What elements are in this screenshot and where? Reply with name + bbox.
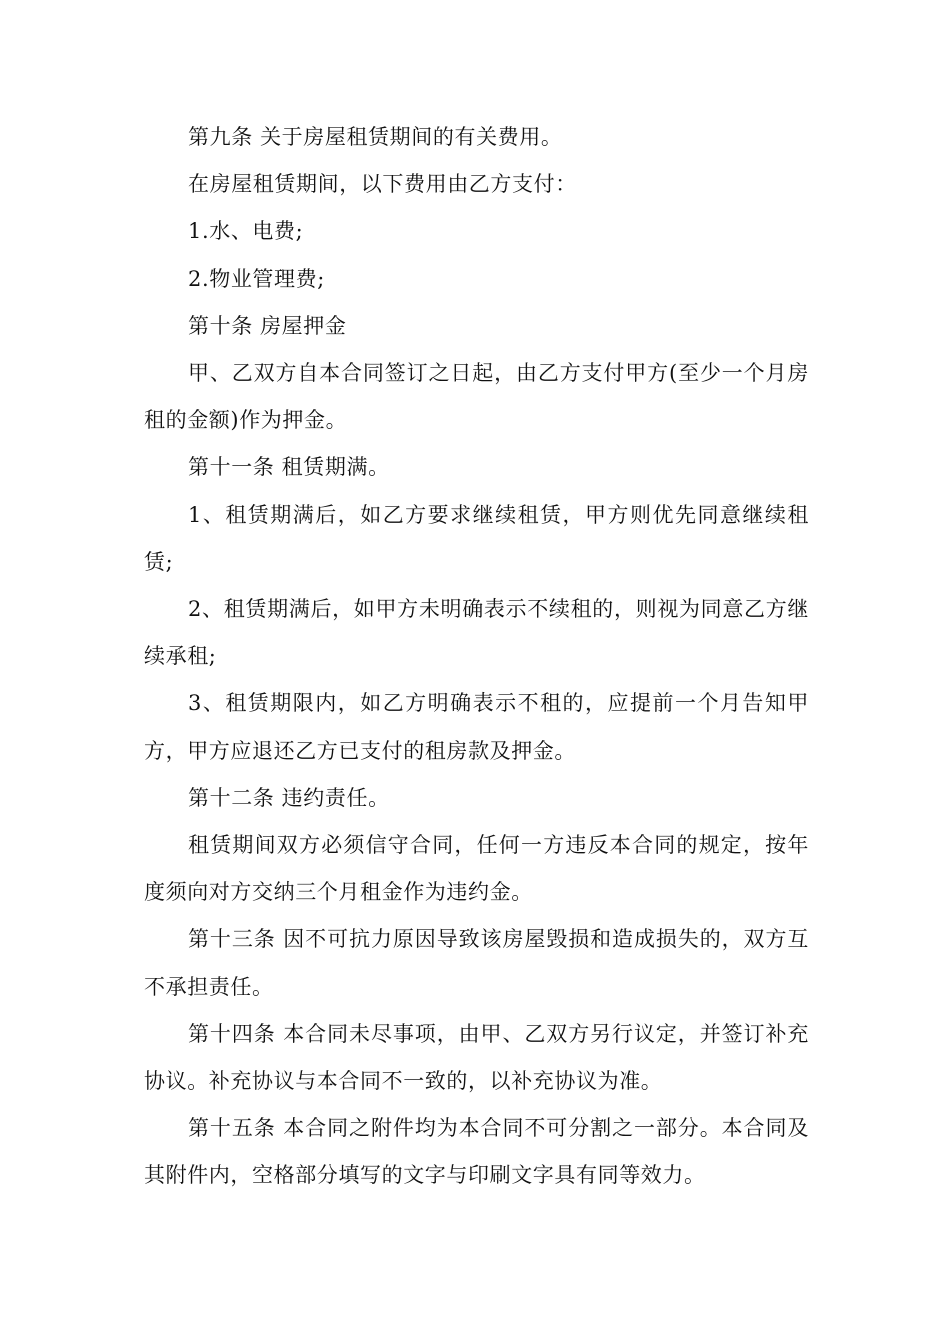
list-item-property-fee: 2.物业管理费; (188, 266, 325, 291)
paragraph-article-15: 第十五条 本合同之附件均为本合同不可分割之一部分。本合同及其附件内，空格部分填写的文字与印刷文字具有同等效力。 (144, 1116, 809, 1188)
document-body (144, 114, 809, 1200)
paragraph-deposit: 甲、乙双方自本合同签订之日起，由乙方支付甲方(至少一个月房租的金额)作为押金。 (144, 361, 809, 433)
list-item-utilities: 1.水、电费; (188, 219, 304, 244)
paragraph-article-12-heading: 第十二条 违约责任。 (188, 785, 390, 810)
paragraph-article-11-heading: 第十一条 租赁期满。 (188, 455, 390, 480)
list-item-renewal-3: 3、租赁期限内，如乙方明确表示不租的，应提前一个月告知甲方，甲方应退还乙方已支付的租房款及押金。 (144, 691, 809, 763)
list-item-renewal-2: 2、租赁期满后，如甲方未明确表示不续租的，则视为同意乙方继续承租; (144, 597, 809, 669)
list-item-renewal-1: 1、租赁期满后，如乙方要求继续租赁，甲方则优先同意继续租赁; (144, 502, 809, 574)
paragraph-article-10-heading: 第十条 房屋押金 (188, 313, 347, 338)
paragraph-article-9-heading: 第九条 关于房屋租赁期间的有关费用。 (188, 125, 563, 149)
paragraph-article-13: 第十三条 因不可抗力原因导致该房屋毁损和造成损失的，双方互不承担责任。 (144, 927, 809, 999)
paragraph-breach: 租赁期间双方必须信守合同，任何一方违反本合同的规定，按年度须向对方交纳三个月租金作为违约金。 (144, 833, 809, 905)
paragraph-article-14: 第十四条 本合同未尽事项，由甲、乙双方另行议定，并签订补充协议。补充协议与本合同不一致的，以补充协议为准。 (144, 1021, 809, 1094)
paragraph-fees-intro: 在房屋租赁期间，以下费用由乙方支付： (188, 172, 577, 197)
